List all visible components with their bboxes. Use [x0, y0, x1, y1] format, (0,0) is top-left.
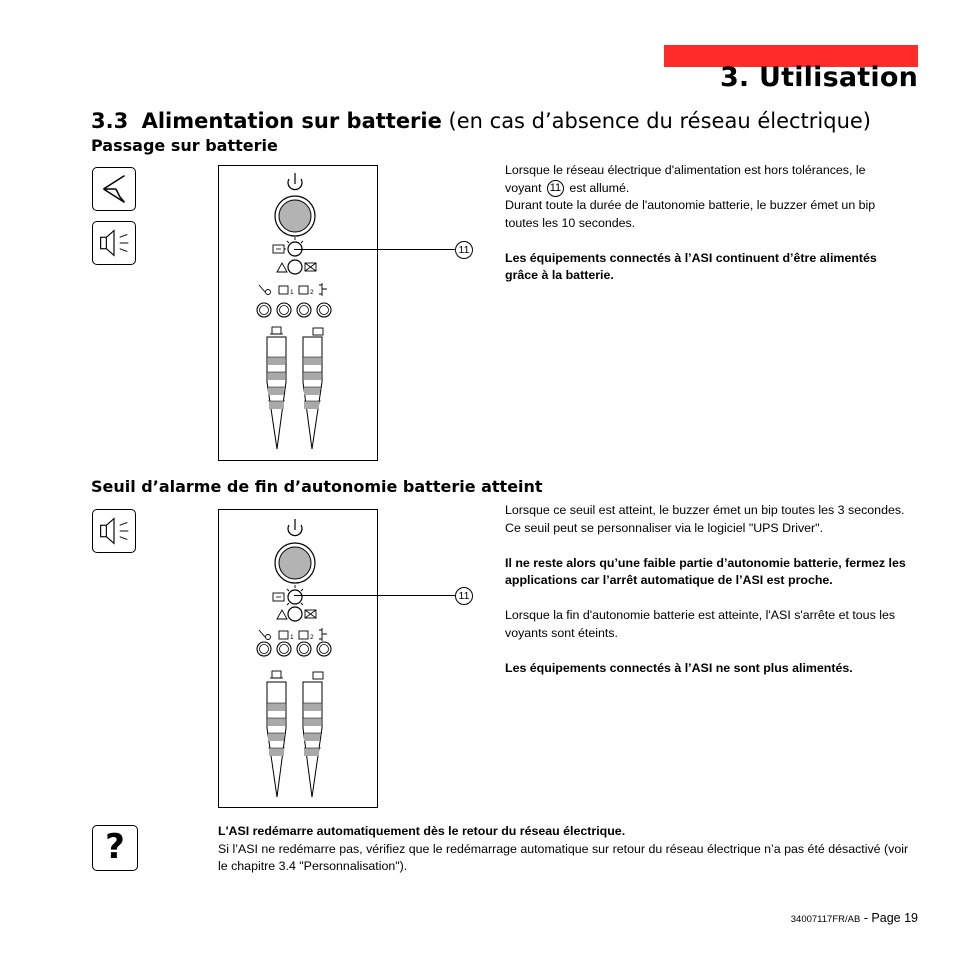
battery-level-icon	[313, 328, 323, 335]
block1-line2-after: est allumé.	[569, 180, 630, 195]
fault-led	[288, 260, 302, 274]
battery-level-bargraph	[303, 682, 322, 797]
battery-fault-icon	[305, 263, 316, 271]
outlet-2-label: 2	[310, 634, 314, 641]
page-footer	[791, 911, 918, 925]
section-title-rest: (en cas d’absence du réseau électrique)	[448, 109, 871, 133]
block2-bold2: Les équipements connectés à l’ASI ne sont plus alimentés.	[505, 660, 853, 675]
section-title-bold: Alimentation sur batterie	[141, 109, 442, 133]
outlet-2-icon	[299, 631, 314, 641]
block1-heading: Passage sur batterie	[91, 136, 278, 155]
power-icon	[288, 173, 302, 190]
load-level-icon	[270, 671, 283, 678]
outlet-1-icon	[279, 631, 294, 641]
block2-para1: Lorsque ce seuil est atteint, le buzzer émet un bip toutes les 3 secondes. Ce seuil peut se personnaliser via le logiciel "UPS Driver".	[505, 503, 905, 535]
section-title	[91, 109, 871, 133]
doc-code: 34007117FR/AB	[790, 914, 861, 925]
block1-line2-before: voyant	[505, 180, 542, 195]
battery-level-bargraph	[303, 337, 322, 449]
callout-line-2	[294, 586, 458, 606]
fault-led	[288, 607, 302, 621]
page-number: - Page 19	[860, 911, 918, 925]
outlet-1-label: 1	[290, 289, 294, 296]
inline-led-number: 11	[547, 180, 564, 197]
load-level-icon	[270, 327, 283, 334]
block1-text	[505, 162, 905, 285]
load-level-bargraph	[267, 337, 286, 449]
outlet-2-icon	[299, 286, 314, 296]
power-icon	[288, 519, 302, 536]
question-mark-icon: ?	[92, 825, 138, 871]
outlet-1-icon	[279, 286, 294, 296]
outlet-2-label: 2	[310, 289, 314, 296]
block2-heading: Seuil d’alarme de fin d’autonomie batterie atteint	[91, 477, 543, 496]
battery-level-icon	[313, 672, 323, 679]
callout-line-1	[294, 240, 458, 260]
block2-bold1: Il ne reste alors qu’une faible partie d’autonomie batterie, fermez les applications car l’arrêt automatique de l’ASI est proche.	[505, 555, 906, 587]
battery-led-icon	[273, 593, 284, 601]
battery-mode-icon	[92, 167, 136, 211]
note-bold: L'ASI redémarre automatiquement dès le retour du réseau électrique.	[218, 824, 626, 838]
chapter-title: 3. Utilisation	[719, 62, 918, 93]
outlet-1-label: 1	[290, 634, 294, 641]
note-body: Si l’ASI ne redémarre pas, vérifiez que le redémarrage automatique sur retour du réseau électrique n’a pas été désactivé (voir le chapitre 3.4 "Personnalisation").	[218, 841, 909, 873]
bypass-icon	[259, 630, 271, 640]
warning-icon	[277, 610, 287, 619]
ups-front-panel	[218, 509, 378, 808]
plug-icon	[319, 283, 327, 296]
buzzer-icon	[92, 509, 136, 553]
callout-11-block1: 11	[455, 241, 473, 259]
block1-line1: Lorsque le réseau électrique d'alimentation est hors tolérances, le	[505, 163, 866, 177]
block2-para2: Lorsque la fin d'autonomie batterie est atteinte, l'ASI s'arrête et tous les voyants sont éteints.	[505, 608, 896, 640]
block2-text	[505, 502, 923, 677]
callout-11-block2: 11	[455, 587, 473, 605]
note-text	[218, 823, 918, 876]
block1-line3: Durant toute la durée de l'autonomie batterie, le buzzer émet un bip toutes les 10 secondes.	[505, 198, 876, 230]
load-level-bargraph	[267, 682, 286, 797]
section-number: 3.3	[91, 109, 129, 133]
buzzer-icon	[92, 221, 136, 265]
bypass-icon	[259, 285, 271, 295]
battery-led-icon	[273, 245, 284, 253]
warning-icon	[277, 263, 287, 272]
battery-fault-icon	[305, 610, 316, 618]
plug-icon	[319, 628, 327, 641]
block1-bold-text: Les équipements connectés à l’ASI continuent d’être alimentés grâce à la batterie.	[505, 250, 877, 282]
ups-front-panel	[218, 165, 378, 461]
